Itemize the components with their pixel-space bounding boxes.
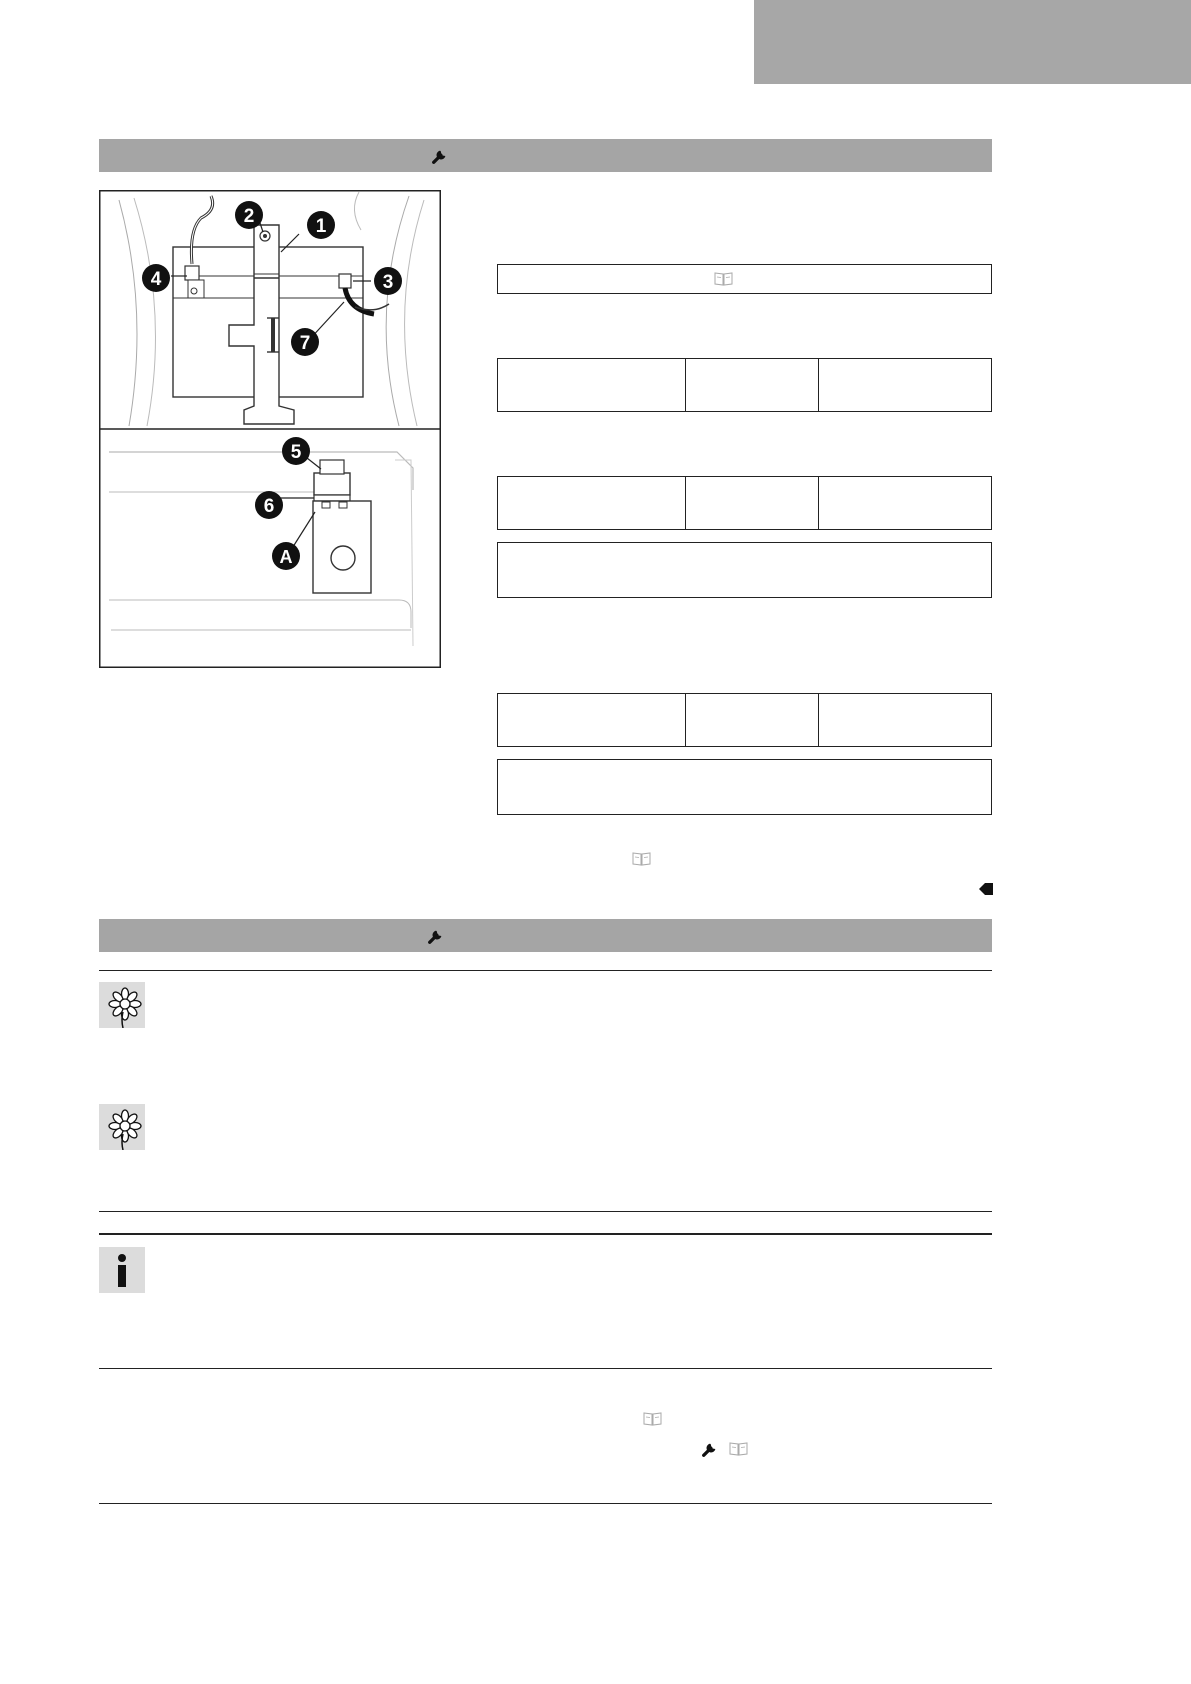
flower-icon <box>99 982 145 1028</box>
callout-4-label: 4 <box>150 269 162 290</box>
flower-icon <box>99 1104 145 1150</box>
reference-box <box>497 264 992 294</box>
book-icon <box>714 271 733 286</box>
wrench-icon <box>431 147 449 165</box>
callout-3 <box>374 267 402 295</box>
callout-4 <box>142 264 170 292</box>
tip-block-top-rule <box>99 970 992 971</box>
callout-1 <box>307 211 335 239</box>
spec-table-3 <box>497 693 992 747</box>
book-icon <box>632 851 651 866</box>
book-icon <box>643 1411 662 1426</box>
battery-diagram <box>99 190 441 668</box>
tip-icon-bg <box>99 982 145 1028</box>
spec-table-2 <box>497 476 992 530</box>
callout-a <box>272 542 300 570</box>
section-header-bar-2 <box>99 919 992 952</box>
callout-5 <box>282 437 310 465</box>
chapter-tab <box>754 0 1191 84</box>
tip-icon-bg <box>99 1104 145 1150</box>
note-box-2 <box>497 759 992 815</box>
callout-5-label: 5 <box>290 442 302 463</box>
callout-a-label: A <box>279 547 293 567</box>
callout-1-label: 1 <box>315 216 327 237</box>
battery-figure <box>99 190 441 668</box>
section-bottom-rule <box>99 1503 992 1504</box>
callout-2 <box>235 201 263 229</box>
wrench-icon <box>701 1440 719 1458</box>
info-icon-bg <box>99 1247 145 1293</box>
book-icon <box>729 1441 748 1456</box>
tip-block-bottom-rule <box>99 1211 992 1212</box>
callout-7 <box>291 328 319 356</box>
info-icon <box>99 1247 145 1293</box>
callout-7-label: 7 <box>299 333 311 354</box>
callout-2-label: 2 <box>243 206 255 227</box>
end-marker-icon <box>979 883 993 895</box>
info-block-top-rule <box>99 1233 992 1235</box>
note-box-1 <box>497 542 992 598</box>
spec-table-1 <box>497 358 992 412</box>
callout-3-label: 3 <box>382 272 394 293</box>
callout-6 <box>255 491 283 519</box>
callout-6-label: 6 <box>263 496 275 517</box>
info-block-bottom-rule <box>99 1368 992 1369</box>
wrench-icon <box>427 927 445 945</box>
section-header-bar <box>99 139 992 172</box>
